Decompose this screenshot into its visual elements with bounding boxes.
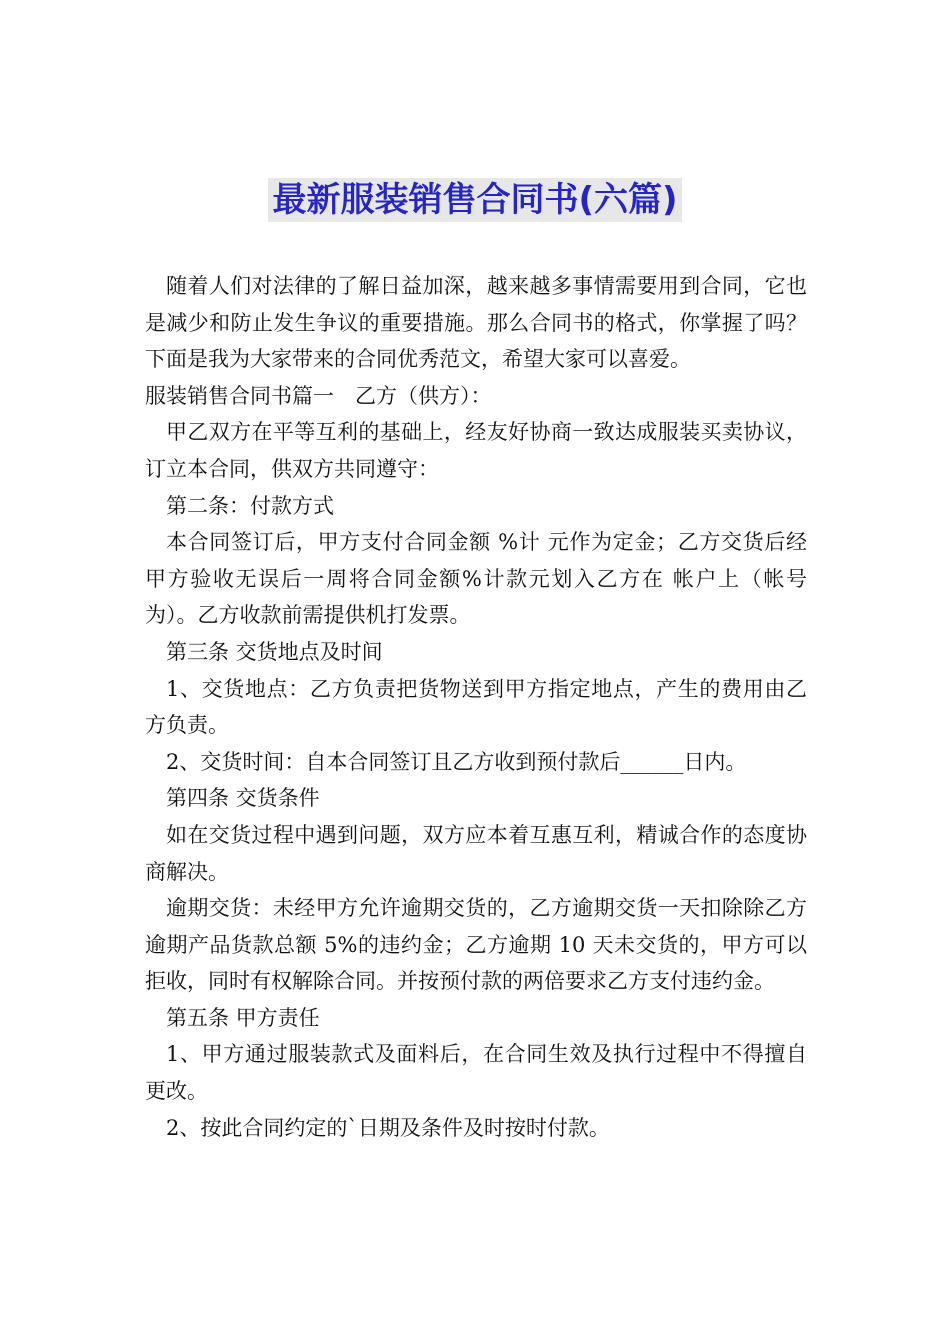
article-five-item-2: 2、按此合同约定的`日期及条件及时按时付款。	[166, 1115, 610, 1140]
title-container	[0, 178, 950, 222]
document-body	[145, 268, 807, 1146]
article-three-item-1: 1、交货地点：乙方负责把货物送到甲方指定地点，产生的费用由乙方负责。	[145, 676, 807, 738]
article-two-heading: 第二条：付款方式	[166, 493, 334, 518]
article-two-body: 本合同签订后，甲方支付合同金额 %计 元作为定金；乙方交货后经甲方验收无误后一周将合同金额%计款元划入乙方在 帐户上（帐号为）。乙方收款前需提供机打发票。	[145, 530, 807, 628]
article-four-body: 如在交货过程中遇到问题，双方应本着互惠互利，精诚合作的态度协商解决。	[145, 822, 807, 884]
document-title: 最新服装销售合同书(六篇)	[268, 178, 681, 222]
paragraph-intro: 随着人们对法律的了解日益加深，越来越多事情需要用到合同，它也是减少和防止发生争议的重要措施。那么合同书的格式，你掌握了吗？下面是我为大家带来的合同优秀范文，希望大家可以喜爱。	[145, 274, 807, 372]
article-four-heading: 第四条 交货条件	[166, 786, 320, 811]
article-five-heading: 第五条 甲方责任	[166, 1005, 320, 1030]
article-five-item-1: 1、甲方通过服装款式及面料后，在合同生效及执行过程中不得擅自更改。	[145, 1042, 807, 1104]
article-four-late-delivery: 逾期交货：未经甲方允许逾期交货的，乙方逾期交货一天扣除除乙方逾期产品货款总额 5%的违约金；乙方逾期 10 天未交货的，甲方可以拒收，同时有权解除合同。并按预付款的两倍要求乙方支付违约金。	[145, 896, 807, 994]
paragraph-heading-part-one: 服装销售合同书篇一 乙方（供方）：	[145, 383, 492, 408]
article-three-item-2: 2、交货时间：自本合同签订且乙方收到预付款后______日内。	[166, 749, 747, 774]
paragraph-agreement: 甲乙双方在平等互利的基础上，经友好协商一致达成服装买卖协议，订立本合同，供双方共同遵守：	[145, 420, 807, 481]
article-three-heading: 第三条 交货地点及时间	[166, 639, 383, 664]
